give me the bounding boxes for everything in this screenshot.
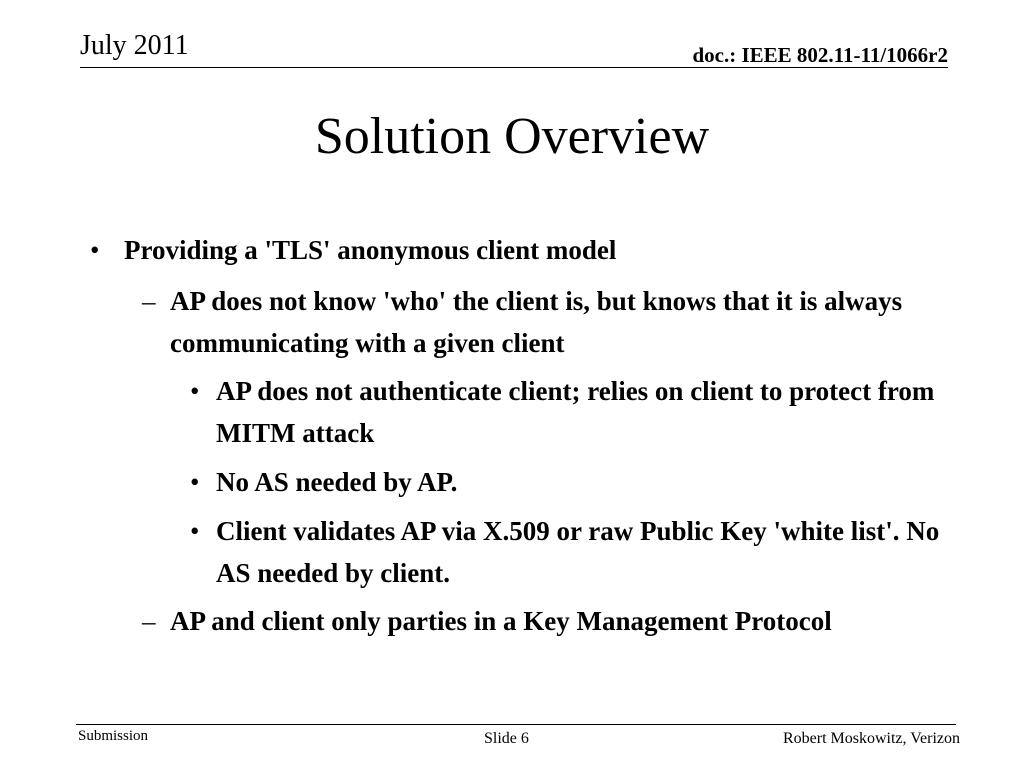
bullet-marker: – [142, 606, 156, 636]
bullet-marker: – [142, 286, 156, 316]
bullet-text: AP does not authenticate client; relies on client to protect from MITM attack [216, 376, 935, 448]
footer-submission: Submission [78, 728, 149, 744]
bullet-marker: • [190, 467, 200, 497]
bullet-level3 [190, 461, 946, 503]
bullet-text: Providing a 'TLS' anonymous client model [124, 235, 617, 265]
slide-title: Solution Overview [314, 108, 710, 165]
bullet-marker: • [90, 235, 100, 265]
header-doc-id: doc.: IEEE 802.11-11/1066r2 [692, 43, 948, 67]
bullet-level3 [190, 510, 946, 594]
footer-divider [76, 724, 956, 725]
bullet-text: No AS needed by AP. [216, 467, 458, 497]
bullet-marker: • [190, 516, 200, 546]
bullet-text: AP does not know 'who' the client is, but knows that it is always communicating with a given client [170, 286, 903, 358]
bullet-level1 [90, 229, 944, 271]
bullet-level2 [142, 600, 940, 642]
slide-number: Slide 6 [484, 730, 529, 747]
bullet-text: Client validates AP via X.509 or raw Public Key 'white list'. No AS needed by client. [216, 516, 940, 588]
footer-author: Robert Moskowitz, Verizon [782, 730, 960, 747]
bullet-level3 [190, 370, 946, 454]
bullet-text: AP and client only parties in a Key Management Protocol [170, 606, 832, 636]
bullet-marker: • [190, 376, 200, 406]
bullet-level2 [142, 280, 940, 364]
header-date: July 2011 [80, 30, 189, 61]
